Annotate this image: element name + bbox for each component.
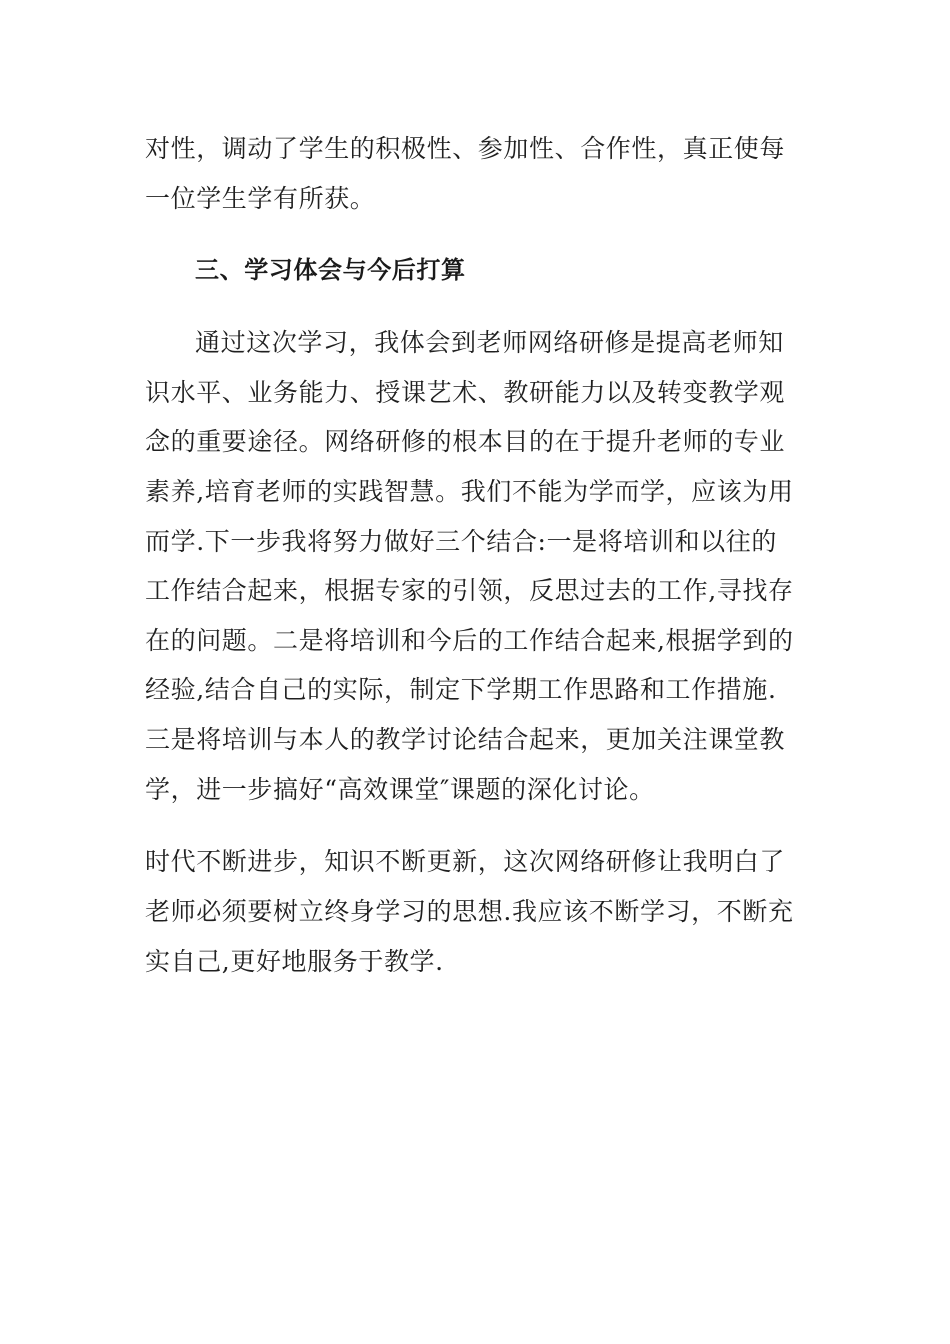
text-line: 三是将培训与本人的教学讨论结合起来，更加关注课堂教: [145, 725, 786, 754]
paragraph-first-line: 通过这次学习，我体会到老师网络研修是提高老师知: [195, 328, 784, 357]
text-line: 在的问题。二是将培训和今后的工作结合起来,根据学到的: [145, 626, 794, 655]
text-line: 经验,结合自己的实际，制定下学期工作思路和工作措施.: [145, 675, 777, 704]
text-line: 老师必须要树立终身学习的思想.我应该不断学习，不断充: [145, 897, 794, 926]
text-line: 一位学生学有所获。: [145, 184, 376, 213]
text-line: 识水平、业务能力、授课艺术、教研能力以及转变教学观: [145, 378, 786, 407]
paragraph-first-line: 时代不断进步，知识不断更新，这次网络研修让我明白了: [145, 847, 786, 876]
text-line: 工作结合起来，根据专家的引领，反思过去的工作,寻找存: [145, 576, 794, 605]
text-line: 念的重要途径。网络研修的根本目的在于提升老师的专业: [145, 427, 786, 456]
text-line: 学，进一步搞好“高效课堂″课题的深化讨论。: [145, 775, 655, 804]
text-line: 素养,培育老师的实践智慧。我们不能为学而学，应该为用: [145, 477, 794, 506]
text-line: 而学.下一步我将努力做好三个结合:一是将培训和以往的: [145, 527, 777, 556]
text-line: 实自己,更好地服务于教学.: [145, 947, 444, 976]
section-heading: 三、学习体会与今后打算: [195, 256, 466, 284]
text-line: 对性，调动了学生的积极性、参加性、合作性，真正使每: [145, 134, 786, 163]
